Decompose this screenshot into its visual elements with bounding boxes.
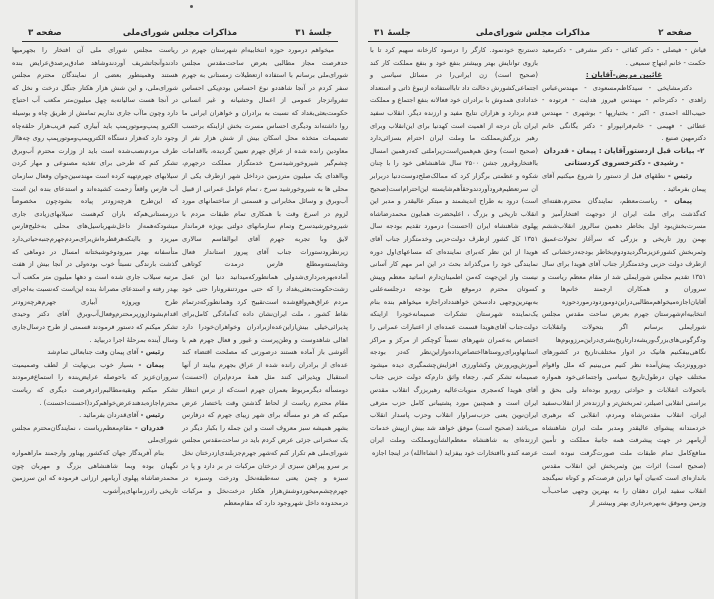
speech xyxy=(12,409,178,422)
speaker-name: رئیس - xyxy=(140,411,164,420)
session-label: جلسهٔ ۳۱ xyxy=(374,28,411,38)
speech xyxy=(542,170,706,195)
publication-title: مذاکرات مجلس شورای‌ملی xyxy=(122,28,238,38)
page-2 xyxy=(358,0,714,599)
speech-text: آقای‌قدردان بفرمائید . xyxy=(79,411,139,420)
speech-text: مقام‌معظم‌ریاست ، نمایندگان‌محترم مجلس شورای‌ملی xyxy=(12,423,178,445)
running-header xyxy=(368,27,698,42)
publication-title: مذاکرات مجلس شورای‌ملی xyxy=(475,28,591,38)
text-column-right xyxy=(182,44,348,510)
speaker-name: رئیس - xyxy=(668,171,692,180)
paragraph: دکترمشایخی - سیدکاظم‌مسعودی - مهندس‌عباس زاهدی - دکترحاتم - مهندس فیروز هدایت - فرتوده - حبیب‌الله احمدی - اکبر - بختیارپها - بوشهری - مهندس عطائی - فهیمی - خانم‌فرانپوراو - دکتر یگانگی خانم دکترمهین صنیع . xyxy=(542,83,706,143)
running-header xyxy=(22,27,338,42)
paragraph: ریاست مجلس شورای ملی آن افتخار را بجهرمیها دادندوآنجاتشریف آوردندوشاهد صادق‌برصدق‌عرایض بنده هستند وهمینطور بعضی از نمایندگان محترم مجلس شورای‌ملی، و این شش هزار هکتار جنگل درخت و نخل که در آنجا هست سالیانه‌به چهل میلیون‌متر مکعب آب احتیاج دارد وچون ماآب جاری نداریم تمامش از طریق چاه و بوسیله الکترو پمپ‌وموتورپمپ باید آبیاری کنیم قریب‌هزار حلقه‌چاه وجود دارد که‌هزار دستگاه الکتروپمپ‌وموتورپمپ روی چه‌هااز طرف مردم‌نصب‌شده است باید از وزارت محترم آب‌وبرق تشکر کنم که طرحی برای تغذیه مصنوعی و مهار کردن سیلابهای جهرم‌تهیه کرده است مهندسین‌جوان وفعال سازمان آب فارس واقعاً زحمت کشیده‌اند و استدعای بنده این است که این‌طرح هرچه‌زودتر پیاده بشودچون مخصوصاً درزمستانی‌هم‌که باران کم‌هست سیلابهای‌زیادی جاری میشودکه‌همه‌از داخل‌شهرباسیل‌های محلی به‌خلیج‌فارس میریزد و بااینکه‌هرقطره‌اش‌برای‌مردم‌جهرم‌جنبه‌حیاتی‌دارد متأسفانه بهدر میرودوخوشبختانه امسال در دوماهی که گذشت بارندگی نسبتاً خوب بوده‌ولی در آنجا بیش از هفت مرتبه سیلاب جاری شده است و دهها میلیون متر مکعب آب بهدر رفته و استدعای مصرانهٔ بنده این‌است که‌نسبت به‌اجرای طرح وپروژه آبیاری جهرم‌هرچه‌زودتر اقدام‌بشوداز‌وزیرمحترم‌وفعال‌آب‌وبرق آقای دکتر وحیدی تشکر میکنم که دستور فرمودند قسمتی از طرح درسال‌جاری وسال آینده بمرحلهٔ اجرا دربیاید . xyxy=(12,46,178,344)
speech-text: ریاست‌معظم، نمایندگان محترم،هفته‌ای که‌گذشت برای ملت ایران از دوجهت افتخارآمیز و مسرت‌بخش‌بود اول بخاطر دهمین سالروز انقلاب‌ششم بهمن روز تاریخی و بزرگی که سرآغاز تحولات‌عمیق وثمربخش کشورعزیزماگردیدودوم‌بخاطر بودجه‌درخشانی که ازطرف دولت حزبی وخدمتگزار جناب آقای هویدا برای سال ۱۳۵۱ تقدیم مجلس شورایملی شد از مقام معظم ریاست و سروران و همکاران ارجمند خانم‌ها و آقایان‌اجازه‌میخواهم‌مطالبی‌دراین‌دومورد‌و‌درمورد‌حوزه انتخابیه‌ام‌شهرستان جهرم بعرض ساحت مقدس مجلس شورایملی برسانم اگر بتحولات وانقلابات ودگرگونی‌های‌بزرگ‌وریشه‌دارتاریخ‌بشری‌دراین‌مرزوبوم‌ها نگاهی‌بیفکنیم هانیک در ادوار مختلف‌تاریخ در کشورهای دوروونزدیک پیش‌آمده نظر کنیم می‌بینیم که ملل واقوام مختلف جهان درطول‌تاریخ سیاسی واجتماعی‌خود همواره باتحولات انقلابات و حوادثی روبرو بوده‌اند ولی بحق و براستی انقلابی اصیلتر، ثمربخش‌تر و ارزنده‌تر از انقلاب‌سفید ایران، انقلاب مقدس‌شاه ومردم، انقلابی که برهبری خردمندانه پیشوای عالیقدر ومدبر ملت ایران شاهنشاه آریامهر در جهت پیشرفت همه جانبهٔ مملکت و تأمین منافع‌کامل تمام طبقات ملت صورت‌گرفت نبوده است (صحیح است) اثرات بین وثمربخش این انقلاب مقدس باندازه‌ای است که‌بیان آنها دراین فرصت‌کم و کوتاه نمیگنجد انقلاب سفید ایران دهقان را به بهترین وجهی صاحب‌آب وزمین وموفق به‌بهره‌برداری بهتر وبیشتر از xyxy=(542,197,706,508)
speech-text: نطقهای قبل از دستور را شروع میکنیم آقای پیمان بفرمائید . xyxy=(542,171,706,193)
session-label: جلسهٔ ۳۱ xyxy=(295,28,332,38)
page-3 xyxy=(0,0,356,599)
text-column-left xyxy=(370,44,538,460)
speech xyxy=(12,422,178,447)
paragraph: قیاش - فیصلی - دکتر کفائی - دکتر مشرقی - دکترمعید حکمت - خانم ابتهاج سمیعی . xyxy=(542,46,706,67)
paragraph: دسترنج خودنمود. کارگر را درسود کارخانه سهیم کرد تا با بازوی توانایش بهتر وبیشتر بنفع خود و بنفع مملکت کار کند (صحیح است) زن ایرانی‌را در مسائل سیاسی و اجتماعی‌کشورش دخالت داد تابااستفاده ازنبوغ ذاتی و استعداد خدادادی همدوش با برادران خود فعالانه بنفع اجتماع و مملکت قدم بردارد و هزاران نتایج مفید و ارزنده دیگر. انقلاب سفید ایران بآن درجه از اهمیت است کهدنیا برای این‌انقلاب وبرای رهبر بزرگش‌مملکت ما وملت ایران احترام بسزائی‌دارد (صحیح است) وحق هم‌همین‌است‌زیرا‌ملتی که‌درهمین امسال باافتخاروغرور جشن ۲۵۰۰ سال شاهنشاهی خود را با چنان شکوه و عظمتی برگزار کرد که ممالک‌صلح‌دوست‌دنیا دربرابر آن سرتعظیم‌فرود‌آوردندوحقاً‌هم‌شایسته این‌احترام‌است(صحیح است) درود به طراح اندیشمند و مبتکر عالیقدر و مدبر این انقلاب تاریخی و بزرگ ، اعلیحضرت همایون محمدرضاشاه پهلوی شاهنشاه ایران (احسنت) درمورد تقدیم بودجه سال ۱۳۵۱ کل کشور ازطرف دولت‌حزبی وخدمتگزار جناب آقای هویدا از این نظر که‌برای نماینده‌ای که مساعهای‌اول دوره نمایندگی خود را می‌گذراند بحث در این امر مهم کار آسانی نیست واز این‌جهت که‌من اطمینان‌دارم اساتید معظم وپیش کسوتان محترم درموقع طرح بودجه درجلسه‌علنی به‌بهترین‌وجهی دادسخن خواهنددادراجازه میخواهم بنده بنام یک‌نماینده شهرستان تشکرات صمیمانه‌خودرا ازاینکه دولت‌جناب آقای‌هویدا قسمت عمده‌ای از اعتبارات عمرانی را اختصاص به‌عمران شهرهای نسبتاً کوچکتر از مرکز و مراکز استانهاوبرای‌روستاها‌اختصاص‌داده‌واز‌این‌نظر که‌در بودجه آموزش‌وپرورش وکشاورزی افزایش‌چشمگیری دیده میشود صمیمانه تشکر کنم. رجعاء واثق دارم‌که دولت حزبی جناب آقای هویدا که‌مجری منویات‌عالیه رهبربزرگ انقلاب مقدس ایران است و همچنین مورد پشتیبانی کامل حزب مترقی ایران‌نوین یعنی حزب‌سراوار انقلاب وحزب پاسدار انقلاب می‌باشد (صحیح است) موفق خواهد شد بیش ازپیش خدمات ارزنده‌ای به شاهنشاه معظم‌الشأن‌ومملکت وملت ایران عرضه کندو باافتخارات خود بیفزاید ( انشاءالله) در اینجا اجازه xyxy=(370,46,539,457)
speaker-name: پیمان - xyxy=(664,197,692,206)
text-column-right xyxy=(542,44,706,510)
text-column-left xyxy=(12,44,178,497)
page-number: صفحه ۲ xyxy=(658,28,692,38)
speech-text: آقای پیمان وقت جنابعالی تمام‌شد xyxy=(47,348,139,357)
section-heading: غائبین مریض-آقایان : xyxy=(585,70,663,80)
speaker-name: قدردان - xyxy=(134,423,164,432)
paragraph: بنام آفریدگار جهان که‌کشور پهناور وارجمند ماراهمواره نگهبان بوده وبما شاهنشاهی بزرگ و مهربان چون محمدرضاشاه پهلوی آریامهر ارزانی فرموده که این سرزمین تاریخی رادرزمانهای‌پرآشوب xyxy=(12,449,178,495)
page-number: صفحه ۳ xyxy=(28,28,62,38)
speaker-name: پیمان - xyxy=(138,360,164,369)
speech xyxy=(12,346,178,359)
scan-speck xyxy=(190,5,193,8)
agenda-heading: ۲- بیانات قبل ازدستورآقایان : پیمان - قدردان - رشیدی - دکترخسروی کردستانی xyxy=(543,145,705,168)
paragraph: میخواهم درمورد حوزه انتخابیه‌ام شهرستان جهرم در حدفرصت مجاز مطالبی بعرض ساحت‌مقدس مجلس شورای‌ملی برسانم با استفاده ازتعطیلات زمستانی به جهرم سفر کردم در آنجا شاهددو نوع احساس بودم‌یکی احساس تنفروانزجار عمومی از اعمال وحشیانه و غیر انسانی حکومت‌بعثی‌بغداد که نسبت به برادران و خواهران ایرانی ما روا داشته‌اند ودیگری احساس مسرت‌ بخش ازاینکه برحسب تصمیمات متخذه محل اسکان بیش از شش هزار نفر از معاودین رانده شده از عراق جهرم تعیین گردیده، بااقدامات چشم‌گیر شیروخورشیدسرخ خدمتگزار مملکت درجهرم، وبااهدای یک میلیون مترزمین درداخل شهر ازطرف یکی از محلی ها به شیروخورشید سرخ ، تمام عوامل عمرانی از قبیل آب‌وبرق و وسائل مخابراتی و قسمتی از ساختمانهای مورد لزوم در اسرع وقت با همکاری تمام طبقات مردم با شیروخورشیدسرخ وتمام سازمانهای دولتی بویژه فرماندار لایق وبا تجربه جهرم آقای ابوالقاسم سالاری زیرنظرودستورات جناب آقای پیروز استاندار فعال وشایسته‌ومطلع فارس درمدت کوتاهی آماده‌بهره‌برداری‌شدولی همانطورکه‌میدانید دنیا این عمل زشت‌حکومت‌بعثی‌بغداد را که حتی موردتنفرونارا حتی خود مردم عراق‌هم‌واقع‌شده است‌تقبیح کرد وهمانطورکه‌درتمام نقاط کشور ، ملت ایران‌نشان داده که‌آمادگی کامل‌برای پذیرائی‌خیلی بیش‌ازاین‌عده‌ازبرادران وخواهران‌خودرا دارد اهالی شاهدوست و وطن‌پرست و غیور و فعال جهرم هم با آغوشی باز آماده هستند درصورتی که مصلحت اقتضاء کند عده‌ای از برادران رانده شده از عراق بجهرم بیایند از آنها استقبال وپذیرائی کنند مثل همهٔ مردم‌ایران (احسنت) دومسأله دیگرمربوط بعمران جهرم است‌که از ترس انتظار مقام محترم ریاست از لحاظ گذشتن وقت باختصار عرض میکنم که هر دو مسأله برای شهر زیبای جهرم که درفارس بشهر همیشه سبز معروف است و این جمله را بکبار دیگر در یک سخنرانی جزئی عرض کردم باید در ساحت‌مقدس مجلس شورای‌ملی هم تکرار کنم که‌شهر جهرم‌جزبلندی‌ازدرختان نخل بر سرو پیراهن سبزی از درختان مرکبات در بر دارد و پا در سبزه و چمن یعنی سه‌طبقه‌نخل ودرخت وسبزه در جهرم‌چشم‌میخوردوشش‌هزار هکتار درخت‌نخل و مرکبات درمحدوده داخل شهروجود دارد که مقام‌معظم xyxy=(182,46,348,508)
speaker-name: رئیس - xyxy=(140,348,164,357)
speech xyxy=(542,195,706,510)
speech xyxy=(12,359,178,409)
speech-text: بسیار خوب بی‌نهایت از لطف وصمیمیت سروران‌عزیز که باحوصله عرایض‌بنده را استماع‌فرمودند تشکر میکنم وبقیه‌مطالبم‌رادرفرصت دیگری که ریاست محترم‌اجازه‌بدهندعرض‌خواهم‌کرد(احسنت‌احسنت) . xyxy=(12,360,178,407)
